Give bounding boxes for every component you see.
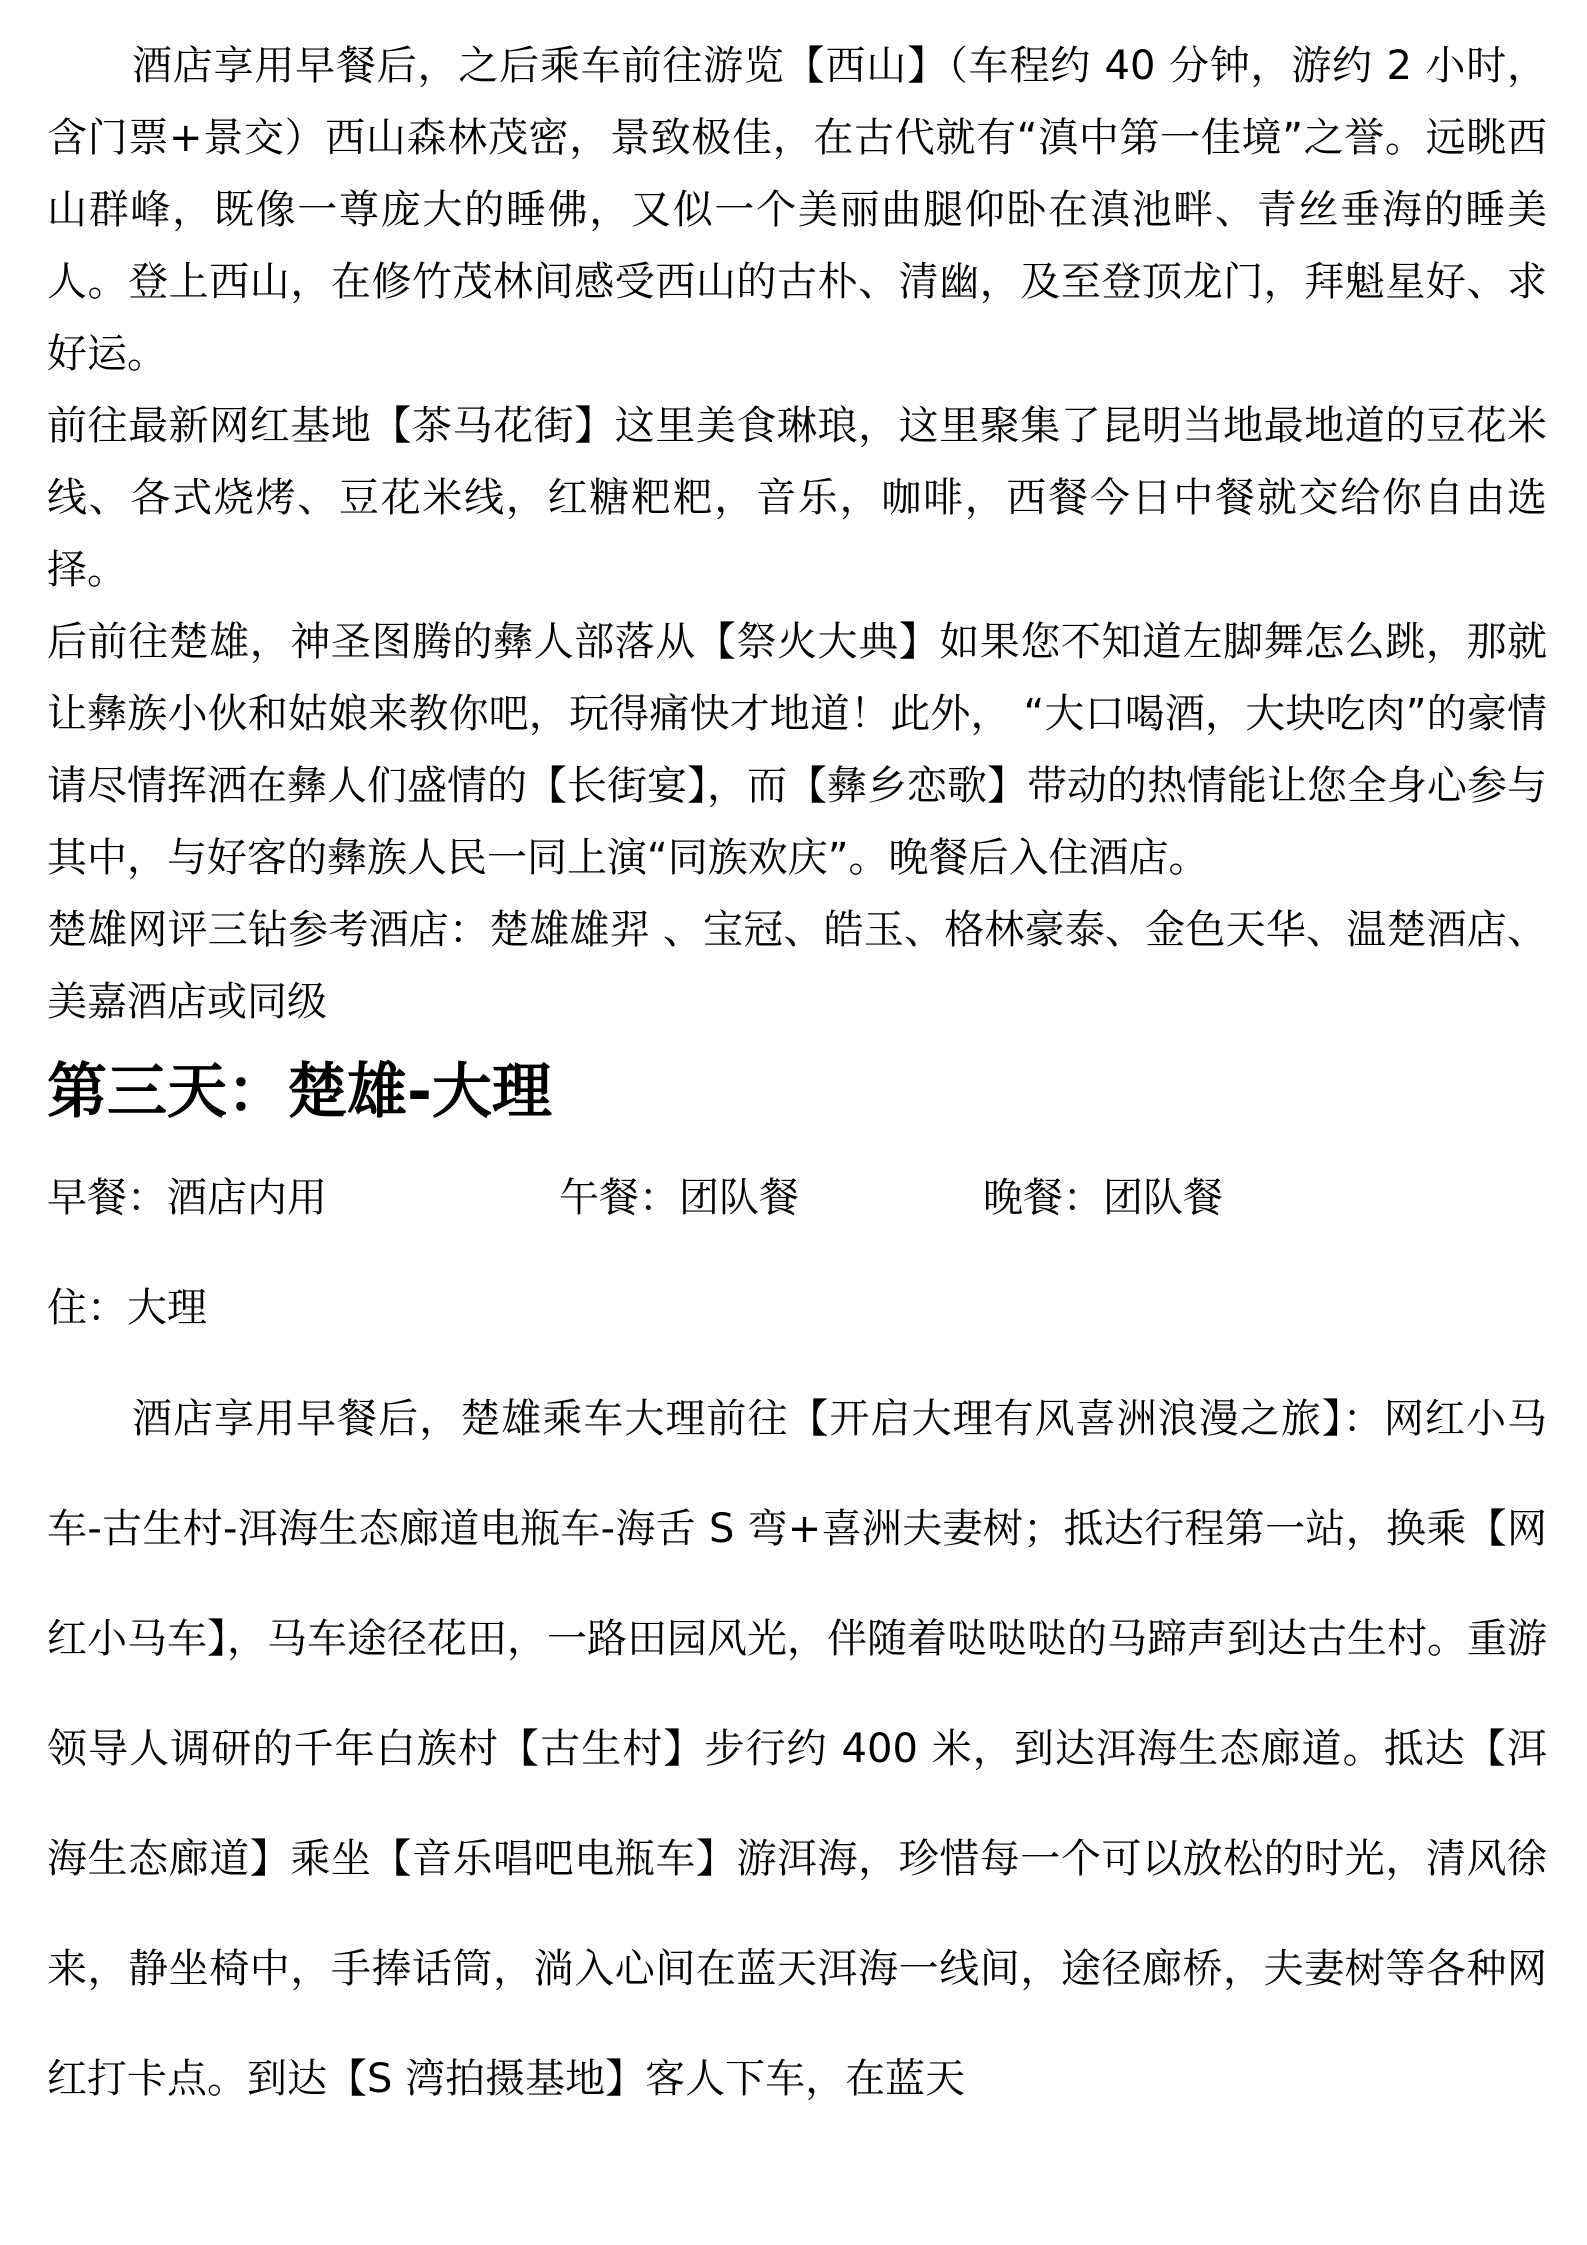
paragraph-chuxiong: 后前往楚雄，神圣图腾的彝人部落从【祭火大典】如果您不知道左脚舞怎么跳，那就让彝族小伙和姑娘来教你吧，玩得痛快才地道！此外， “大口喝酒，大块吃肉”的豪情请尽情挥洒在彝人们盛情的【长街宴】，而【彝乡恋歌】带动的热情能让您全身心参与其中，与好客的彝族人民一同上演“同族欢庆”。晚餐后入住酒店。 — [47, 619, 1547, 881]
paragraph-chamahuajie: 前往最新网红基地【茶马花街】这里美食琳琅，这里聚集了昆明当地最地道的豆花米线、各式烧烤、豆花米线，红糖粑粑，音乐，咖啡，西餐今日中餐就交给你自由选择。 — [47, 403, 1547, 593]
paragraph-hotels: 楚雄网评三钻参考酒店：楚雄雄羿 、宝冠、皓玉、格林豪泰、金色天华、温楚酒店、美嘉酒店或同级 — [47, 907, 1547, 1025]
dinner-info: 晚餐：团队餐 — [983, 1175, 1223, 1221]
paragraph-xishan: 酒店享用早餐后，之后乘车前往游览【西山】（车程约 40 分钟，游约 2 小时，含门票+景交）西山森林茂密，景致极佳，在古代就有“滇中第一佳境”之誉。远眺西山群峰，既像一尊庞大的睡佛，又似一个美丽曲腿仰卧在滇池畔、青丝垂海的睡美人。登上西山，在修竹茂林间感受西山的古朴、清幽，及至登顶龙门，拜魁星好、求好运。 — [47, 43, 1547, 377]
day3-description: 酒店享用早餐后，楚雄乘车大理前往【开启大理有风喜洲浪漫之旅】：网红小马车-古生村-洱海生态廊道电瓶车-海舌 S 弯+喜洲夫妻树；抵达行程第一站，换乘【网红小马车】，马车途径花田，一路田园风光，伴随着哒哒哒的马蹄声到达古生村。重游领导人调研的千年白族村【古生村】步行约 400 米，到达洱海生态廊道。抵达【洱海生态廊道】乘坐【音乐唱吧电瓶车】游洱海，珍惜每一个可以放松的时光，清风徐来，静坐椅中，手捧话筒，淌入心间在蓝天洱海一线间，途径廊桥，夫妻树等各种网红打卡点。到达【S 湾拍摄基地】客人下车，在蓝天 — [47, 1396, 1547, 2102]
meals-row — [47, 1162, 1547, 1234]
stay-info: 住：大理 — [47, 1285, 207, 1331]
day3-title: 第三天：楚雄-大理 — [47, 1057, 552, 1127]
lunch-info: 午餐：团队餐 — [559, 1175, 799, 1221]
breakfast-info: 早餐：酒店内用 — [47, 1175, 327, 1221]
